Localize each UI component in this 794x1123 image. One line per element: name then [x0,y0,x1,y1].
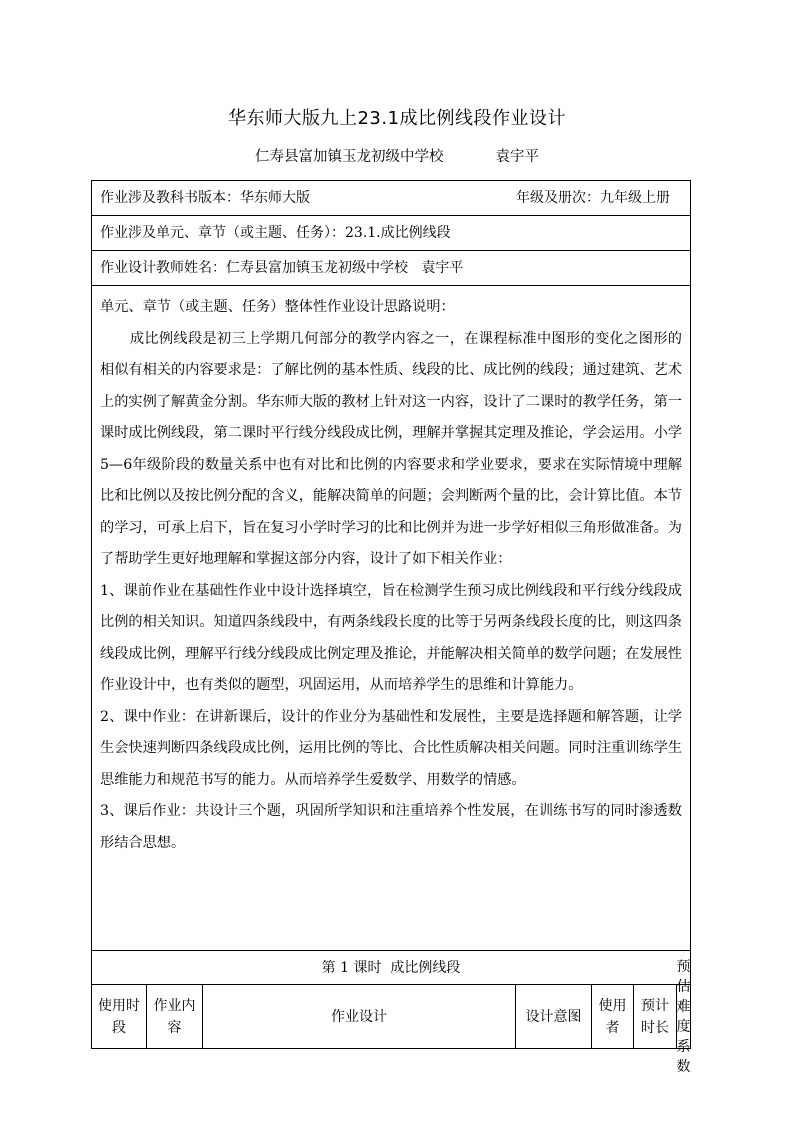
header-difficulty: 预估难度系数 [676,958,691,1075]
explanation-item-2: 2、课中作业：在讲新课后，设计的作业分为基础性和发展性，主要是选择题和解答题，让学生会快速判断四条线段成比例，运用比例的等比、合比性质解决相关问题。同时注重训练学生思维能力和规范书写的能力。从而培养学生爱数学、用数学的情感。 [100,708,682,788]
author-name: 袁宇平 [495,149,539,165]
grade-volume: 年级及册次：九年级上册 [516,190,670,206]
header-time-period: 使用时段 [92,985,147,1048]
document-title: 华东师大版九上23.1成比例线段作业设计 [227,108,567,129]
design-explanation [92,286,690,951]
unit-chapter: 作业涉及单元、章节（或主题、任务）：23.1.成比例线段 [100,225,451,241]
header-duration: 预计时长 [634,985,677,1048]
teacher-name: 作业设计教师姓名：仁寿县富加镇玉龙初级中学校 袁宇平 [100,260,464,276]
school-name: 仁寿县富加镇玉龙初级中学校 [255,149,444,165]
header-intent: 设计意图 [516,985,592,1048]
textbook-row [92,181,690,216]
textbook-version: 作业涉及教科书版本：华东师大版 [100,190,310,206]
explanation-item-1: 1、课前作业在基础性作业中设计选择填空，旨在检测学生预习成比例线段和平行线分线段成比例的相关知识。知道四条线段中，有两条线段长度的比等于另两条线段长度的比，则这四条线段成比例，理解平行线分线段成比例定理及推论，并能解决相关简单的数学问题；在发展性作业设计中，也有类似的题型，巩固运用，从而培养学生的思维和计算能力。 [100,582,682,693]
explanation-heading: 单元、章节（或主题、任务）整体性作业设计思路说明： [100,299,455,315]
header-design: 作业设计 [203,985,516,1048]
unit-row [92,216,690,251]
header-user: 使用者 [592,985,634,1048]
assignment-design-table [91,180,691,1075]
header-content: 作业内容 [147,985,203,1048]
explanation-intro: 成比例线段是初三上学期几何部分的教学内容之一，在课程标准中图形的变化之图形的相似有相关的内容要求是：了解比例的基本性质、线段的比、成比例的线段；通过建筑、艺术上的实例了解黄金分割。华东师大版的教材上针对这一内容，设计了二课时的教学任务，第一课时成比例线段，第二课时平行线分线段成比例，理解并掌握其定理及推论，学会运用。小学5—6年级阶段的数量关系中也有对比和比例的内容要求和学业要求，要求在实际情境中理解比和比例以及按比例分配的含义，能解决简单的问题；会判断两个量的比，会计算比值。本节的学习，可承上启下，旨在复习小学时学习的比和比例并为进一步学好相似三角形做准备。为了帮助学生更好地理解和掌握这部分内容，设计了如下相关作业： [100,330,682,567]
document-byline [0,145,794,166]
teacher-row [92,251,690,286]
explanation-item-3: 3、课后作业：共设计三个题，巩固所学知识和注重培养个性发展，在训练书写的同时渗透数形结合思想。 [100,803,682,851]
lesson-title: 第 1 课时 成比例线段 [92,951,690,985]
